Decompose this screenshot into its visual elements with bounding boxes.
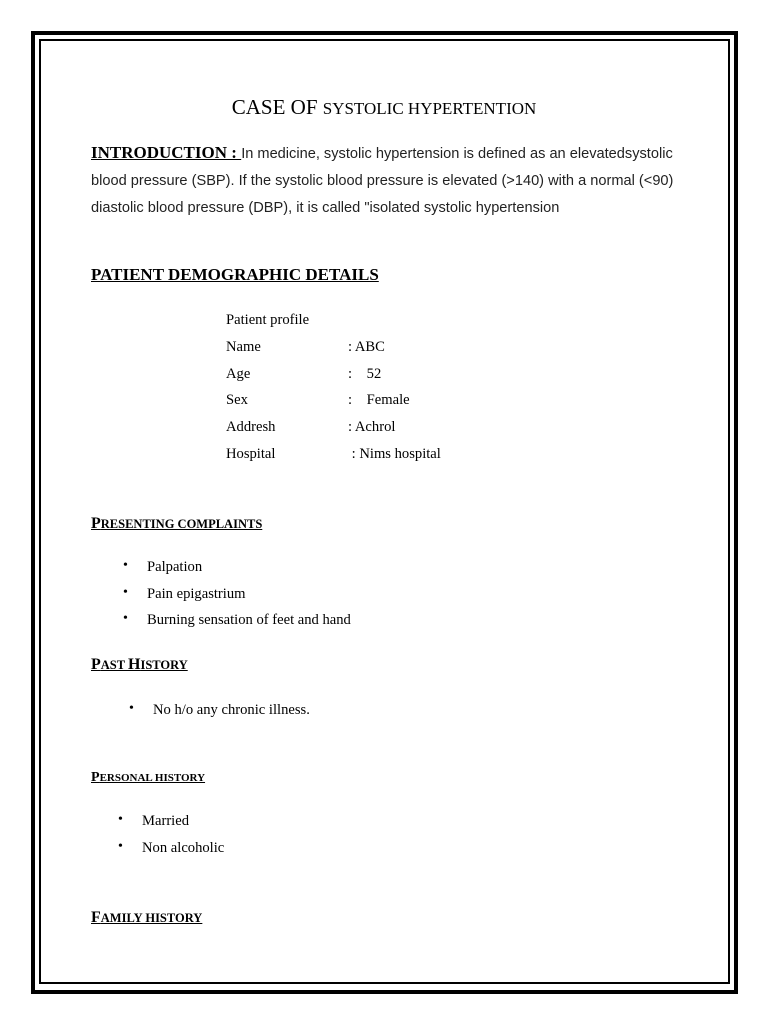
demographic-label-sex: Sex	[226, 392, 248, 408]
introduction-paragraph	[91, 139, 691, 222]
personal-history-item	[118, 812, 190, 830]
heading-rest: AMILY HISTORY	[100, 911, 203, 925]
complaint-item	[123, 558, 203, 576]
past-history-text: No h/o any chronic illness.	[153, 702, 310, 718]
bullet-icon: •	[123, 558, 128, 573]
complaint-text: Burning sensation of feet and hand	[147, 612, 351, 628]
document-title	[0, 95, 768, 120]
demographic-value-name: : ABC	[348, 339, 385, 355]
complaint-item	[123, 585, 246, 603]
demographic-label-address: Addresh	[226, 419, 276, 435]
heading-initial: F	[91, 909, 101, 926]
bullet-icon: •	[123, 585, 128, 600]
heading-rest: ERSONAL HISTORY	[99, 772, 206, 784]
demographic-label-age: Age	[226, 366, 251, 382]
bullet-icon: •	[118, 839, 123, 854]
heading-initial: P	[91, 656, 101, 673]
past-history-item	[129, 701, 310, 719]
family-history-heading	[91, 909, 202, 927]
patient-profile-label: Patient profile	[226, 312, 310, 328]
demographic-label-name: Name	[226, 339, 261, 355]
personal-history-heading	[91, 770, 205, 786]
title-small-caps: SYSTOLIC HYPERTENTION	[322, 99, 537, 118]
heading-initial: H	[128, 656, 141, 673]
bullet-icon: •	[129, 701, 134, 716]
bullet-icon: •	[118, 812, 123, 827]
past-history-heading	[91, 656, 188, 674]
personal-history-text: Married	[142, 813, 190, 829]
complaint-item	[123, 611, 351, 629]
introduction-text: In medicine, systolic hypertension is defined as an elevatedsystolic blood pressure (SBP). If the systolic blood pressure is elevated (>140) with a normal (<90) diastolic blood pressure (DBP), it is called "isolated systolic hypertension	[91, 146, 674, 216]
demographic-value-address: : Achrol	[348, 419, 396, 435]
complaint-text: Pain epigastrium	[147, 586, 246, 602]
title-main: CASE OF	[231, 95, 323, 119]
demographic-value-hospital: : Nims hospital	[348, 446, 441, 462]
heading-rest: AST	[100, 658, 128, 672]
heading-initial: P	[91, 770, 100, 785]
demographic-value-age: : 52	[348, 366, 382, 382]
complaint-text: Palpation	[147, 559, 203, 575]
demographic-label-hospital: Hospital	[226, 446, 276, 462]
personal-history-text: Non alcoholic	[142, 840, 225, 856]
personal-history-item	[118, 839, 225, 857]
bullet-icon: •	[123, 611, 128, 626]
presenting-complaints-heading	[91, 515, 262, 533]
heading-rest: RESENTING COMPLAINTS	[100, 517, 263, 531]
introduction-label: INTRODUCTION :	[91, 143, 242, 162]
heading-initial: P	[91, 515, 101, 532]
heading-rest: ISTORY	[140, 658, 188, 672]
demographics-heading: PATIENT DEMOGRAPHIC DETAILS	[91, 265, 379, 284]
demographic-value-sex: : Female	[348, 392, 410, 408]
